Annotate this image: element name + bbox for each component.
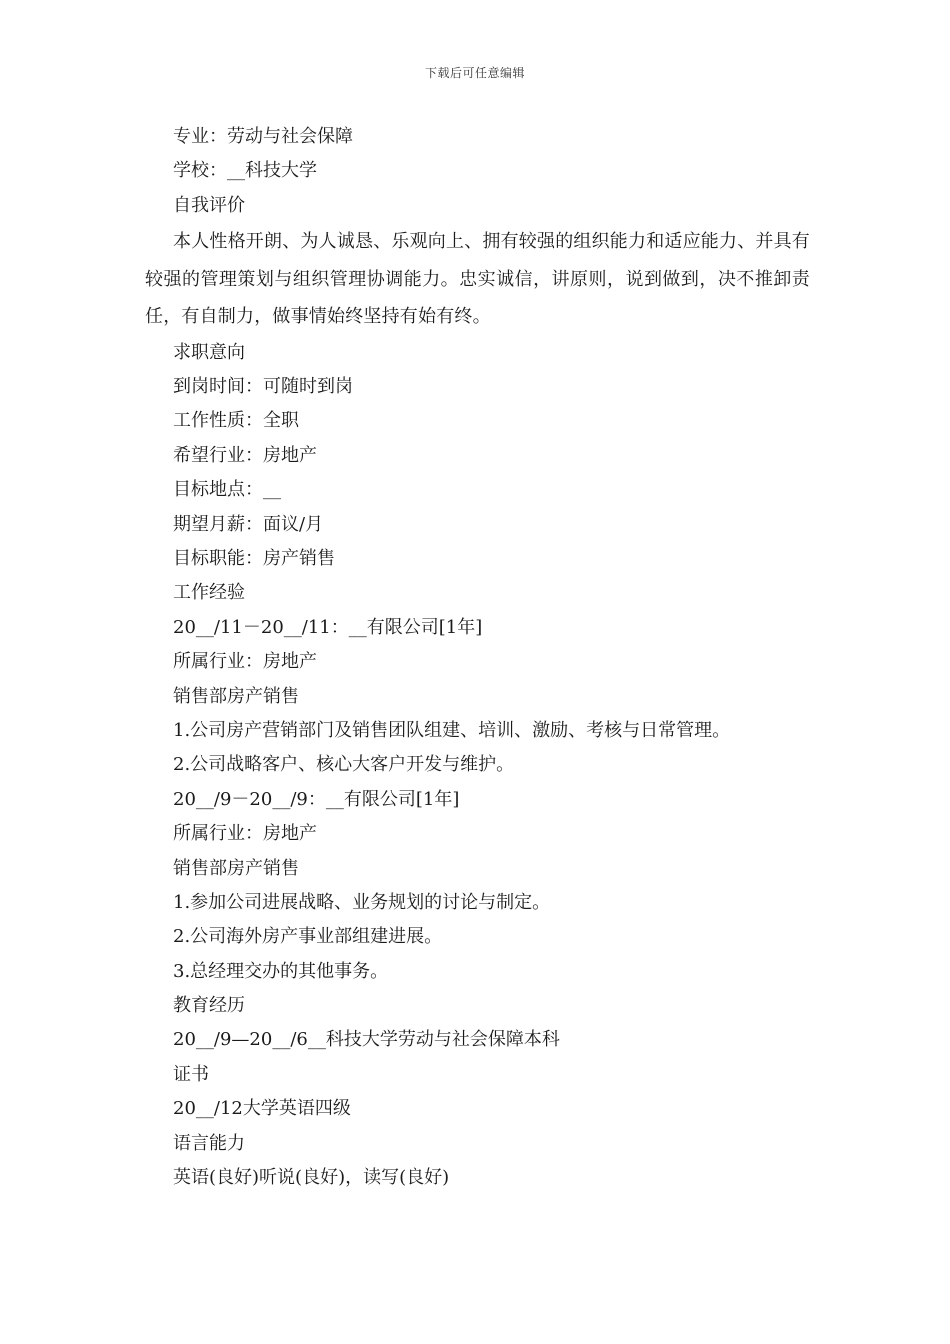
self-eval-heading: 自我评价 — [173, 194, 245, 216]
intent-item: 目标地点：__ — [173, 479, 281, 501]
education-heading: 教育经历 — [173, 995, 245, 1017]
experience-duty: 1.参加公司进展战略、业务规划的讨论与制定。 — [173, 891, 551, 913]
language-heading: 语言能力 — [173, 1132, 245, 1154]
cert-heading: 证书 — [173, 1063, 209, 1085]
experience-duty: 2.公司战略客户、核心大客户开发与维护。 — [173, 754, 515, 776]
experience-heading: 工作经验 — [173, 582, 245, 604]
intent-item: 到岗时间：可随时到岗 — [173, 376, 353, 398]
resume-body — [145, 120, 810, 1195]
experience-industry: 所属行业：房地产 — [173, 651, 317, 673]
experience-duty: 1.公司房产营销部门及销售团队组建、培训、激励、考核与日常管理。 — [173, 719, 731, 741]
self-eval-paragraph: 本人性格开朗、为人诚恳、乐观向上、拥有较强的组织能力和适应能力、并具有较强的管理策划与组织管理协调能力。忠实诚信，讲原则，说到做到，决不推卸责任，有自制力，做事情始终坚持有始有终。 — [145, 231, 810, 328]
intent-item: 期望月薪：面议/月 — [173, 513, 324, 535]
cert-item: 20__/12大学英语四级 — [173, 1098, 351, 1120]
experience-role: 销售部房产销售 — [173, 685, 299, 707]
language-item: 英语(良好)听说(良好)，读写(良好) — [173, 1167, 450, 1189]
experience-industry: 所属行业：房地产 — [173, 823, 317, 845]
school-line: 学校：__科技大学 — [173, 160, 317, 182]
experience-duty: 2.公司海外房产事业部组建进展。 — [173, 926, 443, 948]
major-line: 专业：劳动与社会保障 — [173, 126, 353, 147]
experience-period: 20__/11－20__/11：__有限公司[1年] — [173, 616, 483, 638]
intent-heading: 求职意向 — [173, 341, 245, 363]
experience-role: 销售部房产销售 — [173, 857, 299, 879]
intent-item: 工作性质：全职 — [173, 410, 299, 432]
intent-item: 希望行业：房地产 — [173, 444, 317, 466]
experience-duty: 3.总经理交办的其他事务。 — [173, 960, 389, 982]
intent-item: 目标职能：房产销售 — [173, 548, 335, 570]
education-item: 20__/9—20__/6__科技大学劳动与社会保障本科 — [173, 1029, 560, 1051]
page-header-note: 下载后可任意编辑 — [424, 66, 525, 80]
experience-period: 20__/9－20__/9：__有限公司[1年] — [173, 788, 460, 810]
